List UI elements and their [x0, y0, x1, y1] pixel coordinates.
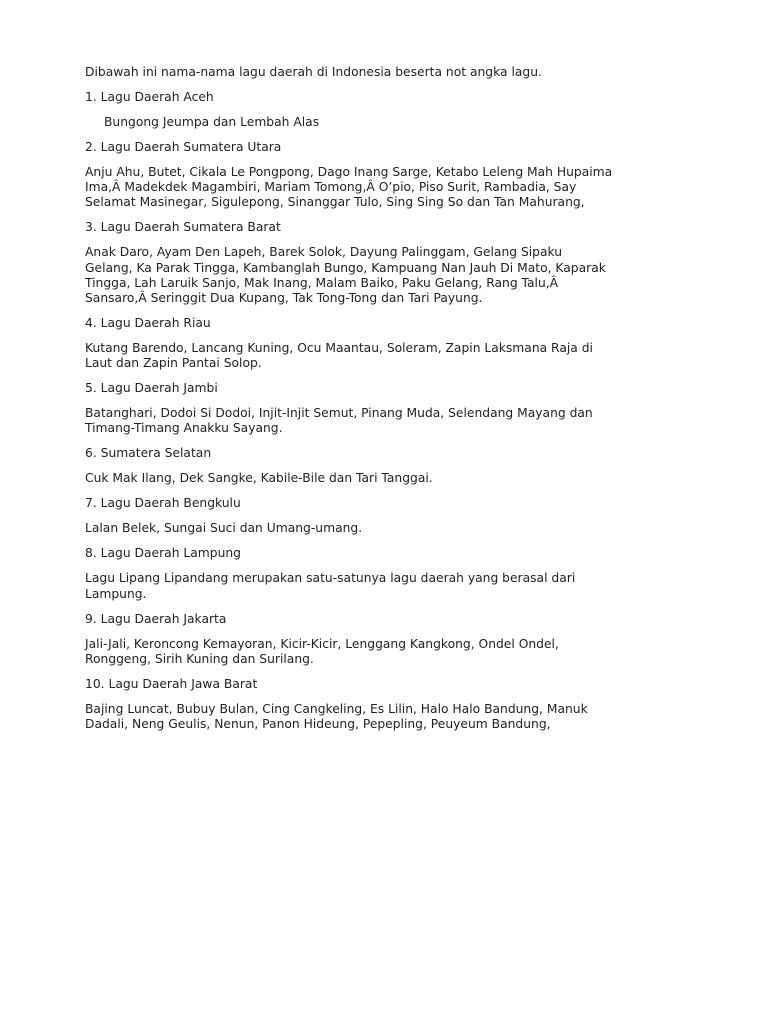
section-heading-sumatera-selatan: 6. Sumatera Selatan	[85, 446, 212, 461]
body-line: Bungong Jeumpa dan Lembah Alas	[104, 115, 320, 129]
body-line: Lampung.	[85, 586, 147, 601]
section-heading-lampung: 8. Lagu Daerah Lampung	[85, 546, 241, 561]
section-body-jambi	[85, 406, 685, 436]
body-line: Timang-Timang Anakku Sayang.	[85, 421, 283, 436]
body-line: Lagu Lipang Lipandang merupakan satu-satunya lagu daerah yang berasal dari	[85, 571, 576, 586]
body-line: Selamat Masinegar, Sigulepong, Sinanggar Tulo, Sing Sing So dan Tan Mahurang,	[85, 195, 585, 210]
section-body-jakarta	[85, 637, 685, 667]
body-line: Cuk Mak Ilang, Dek Sangke, Kabile-Bile dan Tari Tanggai.	[85, 471, 433, 486]
body-line: Kutang Barendo, Lancang Kuning, Ocu Maantau, Soleram, Zapin Laksmana Raja di	[85, 341, 593, 356]
section-body-bengkulu	[85, 521, 685, 536]
section-body-sumatera-selatan	[85, 471, 685, 486]
body-line: Dadali, Neng Geulis, Nenun, Panon Hideung, Pepepling, Peuyeum Bandung,	[85, 717, 551, 732]
body-line: Gelang, Ka Parak Tingga, Kambanglah Bungo, Kampuang Nan Jauh Di Mato, Kaparak	[85, 260, 606, 275]
body-line: Jali-Jali, Keroncong Kemayoran, Kicir-Kicir, Lenggang Kangkong, Ondel Ondel,	[85, 636, 559, 651]
section-heading-aceh: 1. Lagu Daerah Aceh	[85, 90, 214, 104]
section-heading-jawa-barat: 10. Lagu Daerah Jawa Barat	[85, 676, 258, 691]
body-line: Ima,Â Madekdek Magambiri, Mariam Tomong,Â O’pio, Piso Surit, Rambadia, Say	[85, 180, 577, 195]
section-body-aceh	[85, 115, 685, 130]
document-body	[85, 65, 685, 742]
section-heading-sumatera-barat: 3. Lagu Daerah Sumatera Barat	[85, 220, 281, 235]
section-body-riau	[85, 341, 685, 371]
section-heading-jakarta: 9. Lagu Daerah Jakarta	[85, 611, 227, 626]
section-body-jawa-barat	[85, 702, 685, 732]
section-body-sumatera-utara	[85, 165, 685, 211]
body-line: Lalan Belek, Sungai Suci dan Umang-umang.	[85, 521, 363, 536]
section-heading-sumatera-utara: 2. Lagu Daerah Sumatera Utara	[85, 140, 282, 154]
body-line: Sansaro,Â Seringgit Dua Kupang, Tak Tong-Tong dan Tari Payung.	[85, 291, 483, 306]
body-line: Anak Daro, Ayam Den Lapeh, Barek Solok, Dayung Palinggam, Gelang Sipaku	[85, 245, 563, 260]
body-line: Laut dan Zapin Pantai Solop.	[85, 356, 262, 371]
section-heading-jambi: 5. Lagu Daerah Jambi	[85, 381, 218, 396]
body-line: Tingga, Lah Laruik Sanjo, Mak Inang, Malam Baiko, Paku Gelang, Rang Talu,Â	[85, 275, 559, 290]
body-line: Bajing Luncat, Bubuy Bulan, Cing Cangkeling, Es Lilin, Halo Halo Bandung, Manuk	[85, 701, 588, 716]
body-line: Ronggeng, Sirih Kuning dan Surilang.	[85, 651, 314, 666]
intro-paragraph: Dibawah ini nama-nama lagu daerah di Indonesia beserta not angka lagu.	[85, 65, 542, 79]
body-line: Anju Ahu, Butet, Cikala Le Pongpong, Dago Inang Sarge, Ketabo Leleng Mah Hupaima	[85, 165, 613, 179]
section-body-lampung	[85, 571, 685, 601]
section-body-sumatera-barat	[85, 245, 685, 306]
section-heading-riau: 4. Lagu Daerah Riau	[85, 316, 211, 331]
section-heading-bengkulu: 7. Lagu Daerah Bengkulu	[85, 496, 241, 511]
body-line: Batanghari, Dodoi Si Dodoi, Injit-Injit Semut, Pinang Muda, Selendang Mayang dan	[85, 406, 593, 421]
